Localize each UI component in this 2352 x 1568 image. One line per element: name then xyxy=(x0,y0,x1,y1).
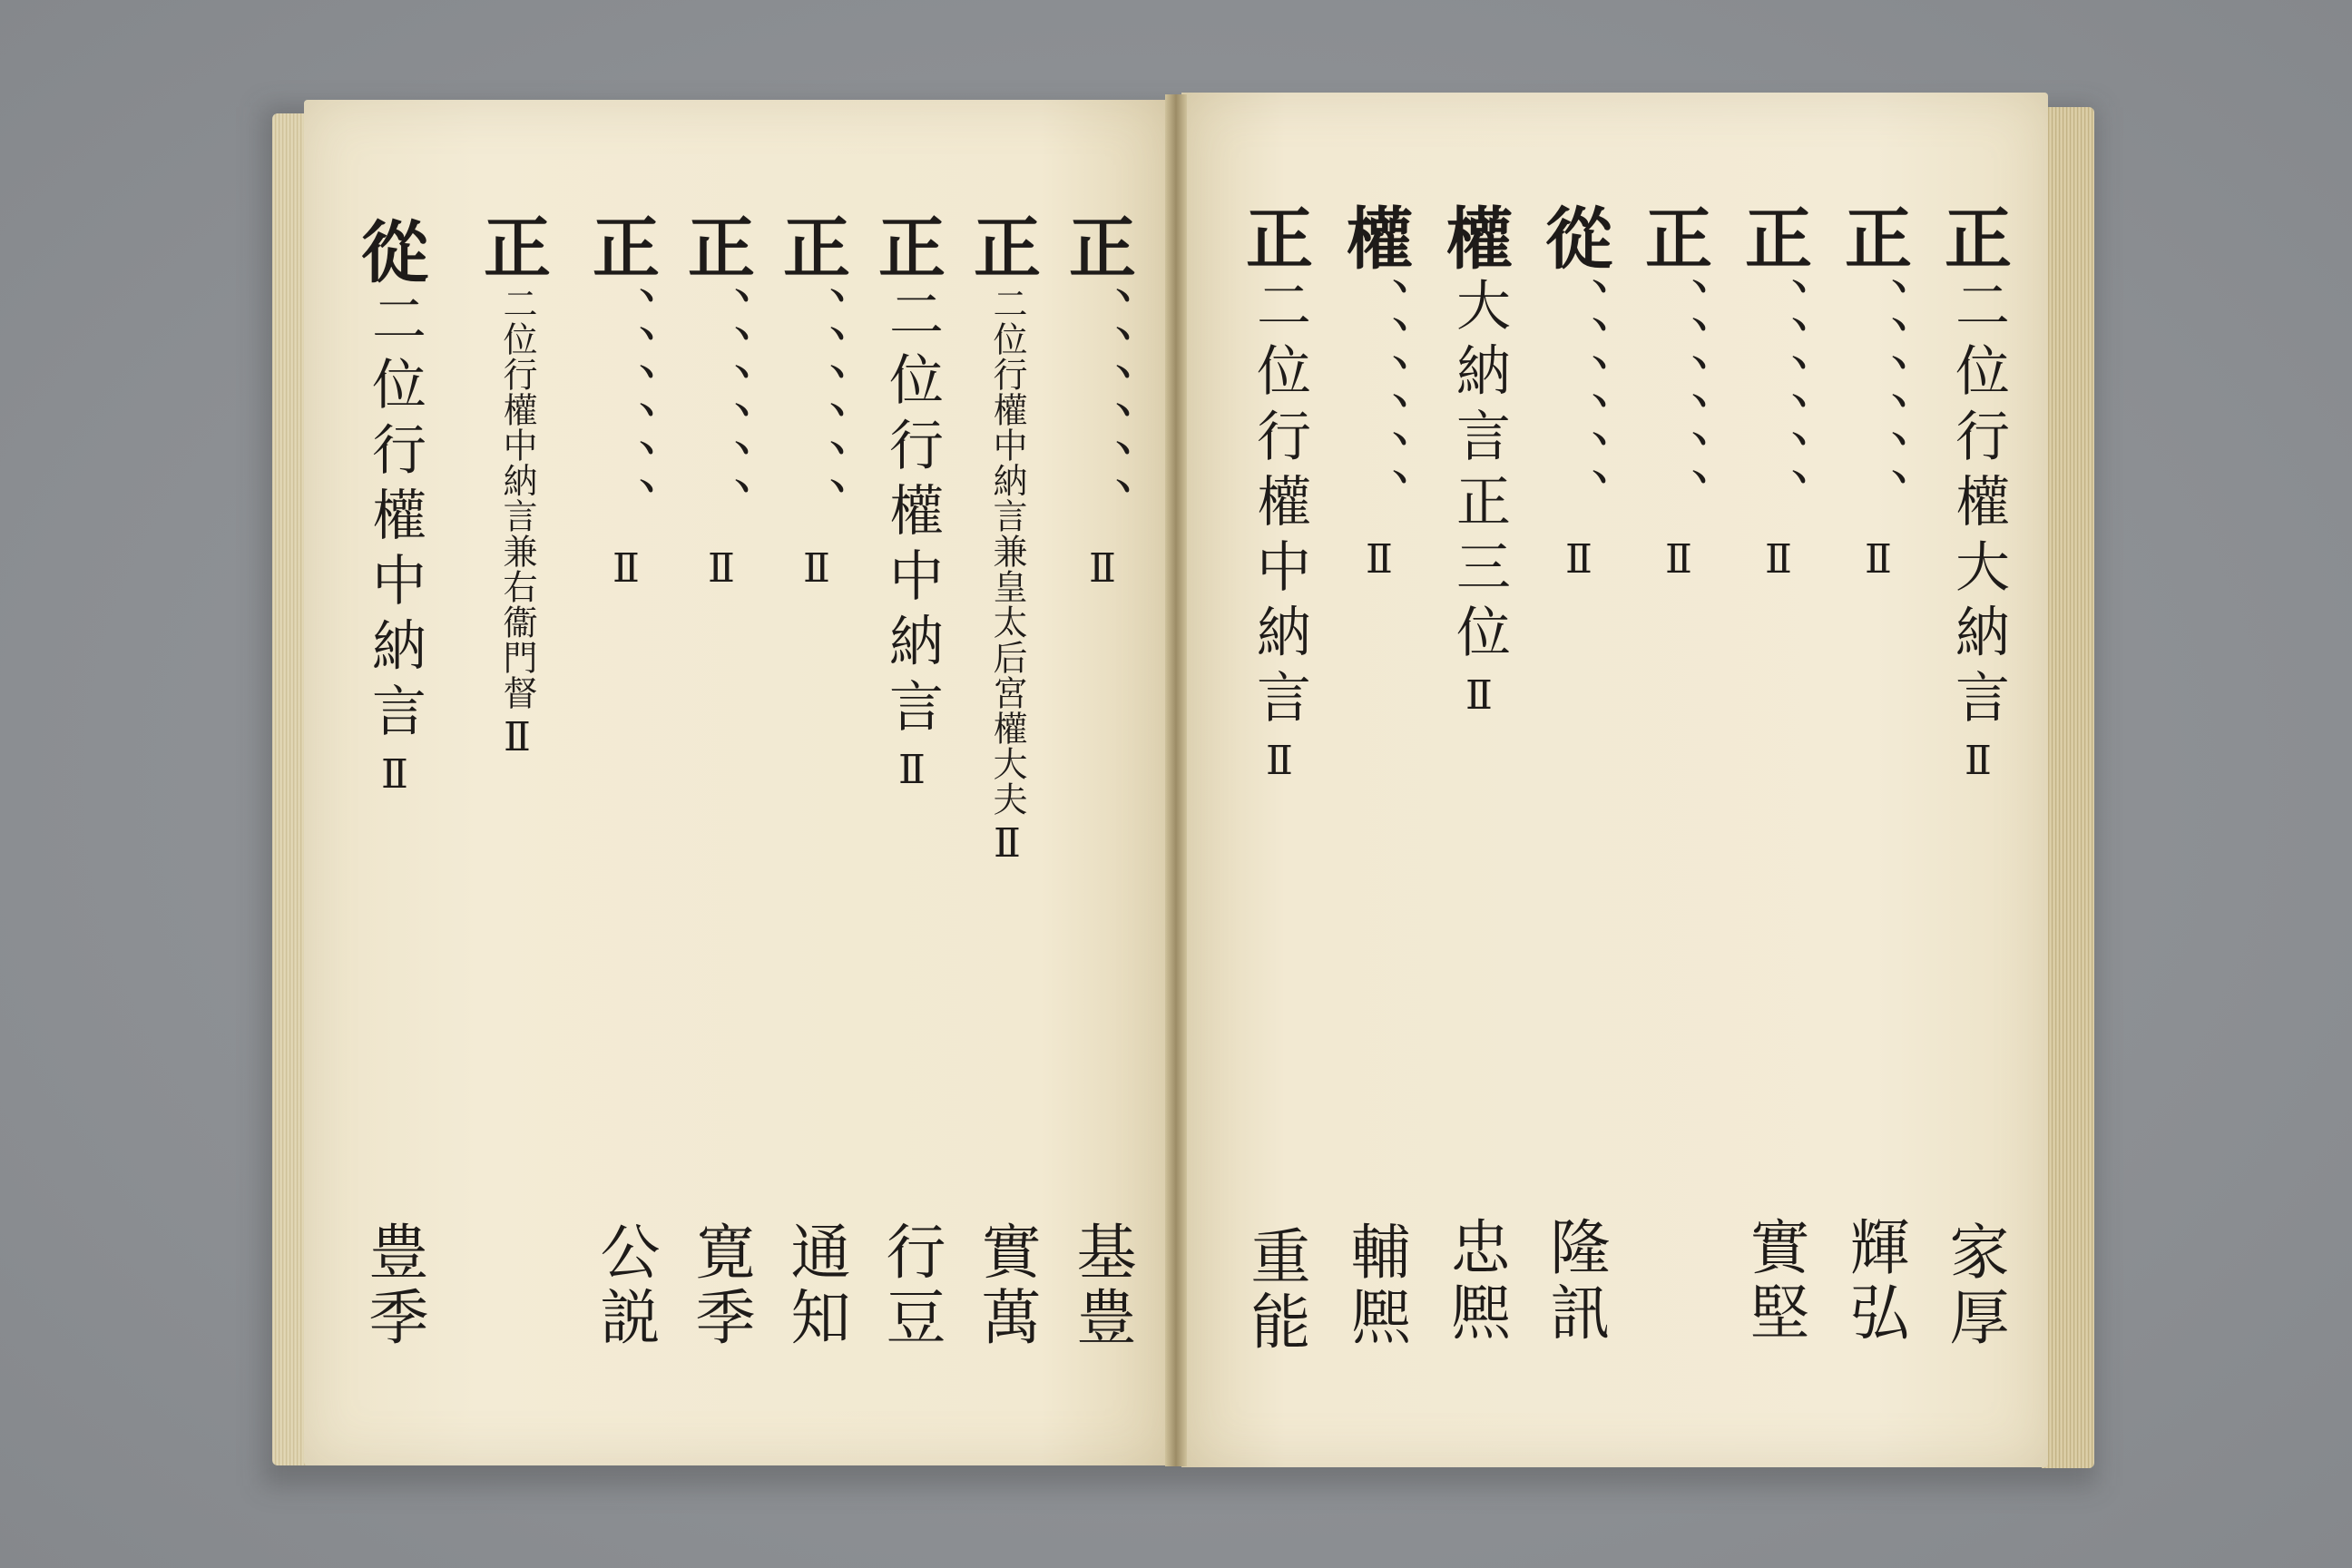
left-name-3: 行豆 xyxy=(876,1220,946,1351)
entry-marker: Ⅱ xyxy=(381,751,408,798)
rank-char: 正 xyxy=(1069,210,1136,288)
rank-char: 權 xyxy=(1346,201,1413,279)
title-text: 、、、、、、 xyxy=(1348,277,1411,533)
rank-char: 正 xyxy=(1845,201,1912,279)
left-column-1 xyxy=(1057,210,1148,592)
rank-char: 正 xyxy=(1945,201,2012,279)
left-name-5: 寛季 xyxy=(685,1220,755,1351)
title-text: 、、、、、、 xyxy=(1747,277,1810,533)
rank-char: 從 xyxy=(1545,201,1612,279)
entry-marker: Ⅱ xyxy=(1965,738,1992,784)
title-text: 二位行權中納言兼右衞門督 xyxy=(497,286,537,710)
title-text: 大納言正三位 xyxy=(1447,277,1511,669)
title-text: 二位行權中納言 xyxy=(363,290,426,748)
right-column-3 xyxy=(1733,201,1824,583)
right-name-7: 輔熈 xyxy=(1340,1220,1410,1351)
right-name-6: 忠熈 xyxy=(1440,1216,1510,1347)
title-text: 、、、、、、 xyxy=(594,286,658,542)
right-name-1: 家厚 xyxy=(1939,1220,2009,1351)
rank-char: 正 xyxy=(974,210,1041,288)
entry-marker: Ⅱ xyxy=(612,545,640,592)
right-name-8: 重能 xyxy=(1240,1225,1310,1356)
right-page-edges xyxy=(2042,107,2094,1468)
right-name-3: 實堅 xyxy=(1740,1216,1809,1347)
left-name-1: 基豊 xyxy=(1066,1220,1136,1351)
left-name-6: 公説 xyxy=(590,1220,660,1351)
left-column-5 xyxy=(676,210,767,592)
book-gutter xyxy=(1165,94,1187,1466)
entry-marker: Ⅱ xyxy=(1089,545,1116,592)
rank-char: 正 xyxy=(783,210,850,288)
entry-marker: Ⅱ xyxy=(898,747,926,793)
right-column-7 xyxy=(1334,201,1425,583)
rank-char: 正 xyxy=(1645,201,1712,279)
title-text: 二位行權中納言兼皇太后宮權大夫 xyxy=(987,286,1027,817)
rank-char: 正 xyxy=(593,210,660,288)
right-name-2: 輝弘 xyxy=(1839,1216,1909,1347)
entry-marker: Ⅱ xyxy=(994,820,1021,867)
rank-char: 正 xyxy=(878,210,946,288)
right-column-5 xyxy=(1534,201,1624,583)
right-column-8 xyxy=(1234,201,1325,784)
entry-marker: Ⅱ xyxy=(1665,536,1692,583)
title-text: 、、、、、、 xyxy=(785,286,848,542)
left-name-2: 實萬 xyxy=(971,1220,1041,1351)
entry-marker: Ⅱ xyxy=(1465,672,1493,719)
entry-marker: Ⅱ xyxy=(708,545,735,592)
left-column-8 xyxy=(349,214,440,798)
title-text: 、、、、、、 xyxy=(1547,277,1611,533)
entry-marker: Ⅱ xyxy=(1565,536,1592,583)
rank-char: 正 xyxy=(1246,201,1313,279)
right-column-1 xyxy=(1933,201,2024,784)
right-column-6 xyxy=(1434,201,1524,719)
left-column-4 xyxy=(771,210,862,592)
left-column-6 xyxy=(581,210,671,592)
title-text: 二位行權中納言 xyxy=(1248,277,1311,734)
left-name-4: 通知 xyxy=(780,1220,850,1351)
title-text: 、、、、、、 xyxy=(1847,277,1910,533)
rank-char: 正 xyxy=(688,210,755,288)
right-name-5: 隆訊 xyxy=(1540,1216,1610,1347)
title-text: 、、、、、、 xyxy=(1071,286,1134,542)
title-text: 二位行權中納言 xyxy=(880,286,944,743)
title-text: 、、、、、、 xyxy=(690,286,753,542)
entry-marker: Ⅱ xyxy=(1765,536,1792,583)
rank-char: 權 xyxy=(1446,201,1513,279)
entry-marker: Ⅱ xyxy=(1865,536,1892,583)
rank-char: 從 xyxy=(361,214,428,292)
left-column-2 xyxy=(962,210,1053,867)
left-column-7 xyxy=(472,210,563,760)
rank-char: 正 xyxy=(484,210,551,288)
title-text: 二位行權大納言 xyxy=(1946,277,2010,734)
rank-char: 正 xyxy=(1745,201,1812,279)
title-text: 、、、、、、 xyxy=(1647,277,1710,533)
left-column-3 xyxy=(867,210,957,793)
right-column-4 xyxy=(1633,201,1724,583)
entry-marker: Ⅱ xyxy=(504,714,531,760)
left-name-8: 豊季 xyxy=(358,1220,428,1351)
entry-marker: Ⅱ xyxy=(1266,738,1293,784)
right-column-2 xyxy=(1833,201,1924,583)
entry-marker: Ⅱ xyxy=(803,545,830,592)
entry-marker: Ⅱ xyxy=(1366,536,1393,583)
